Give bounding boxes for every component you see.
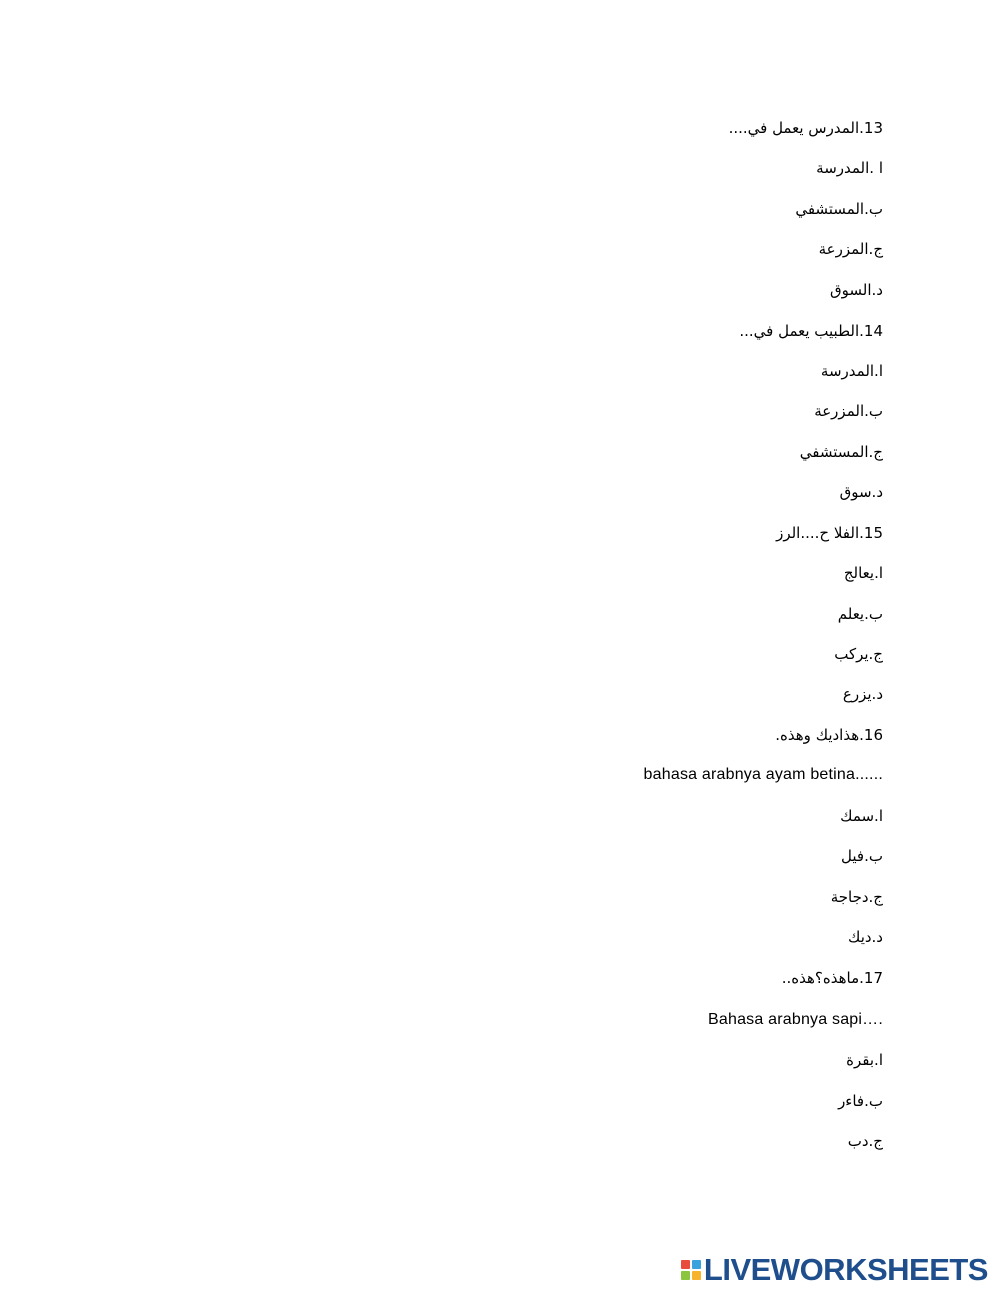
q17-option-c: ج.دب [847, 1132, 883, 1150]
liveworksheets-footer[interactable] [681, 1253, 988, 1287]
logo-square-yellow [692, 1271, 701, 1280]
q16-option-c: ج.دجاجة [830, 888, 883, 906]
q15-option-d: د.يزرع [842, 685, 883, 703]
q13-option-d: د.السوق [830, 281, 883, 299]
q16-option-b: ب.فيل [841, 847, 883, 865]
liveworksheets-brand: LIVEWORKSHEETS [703, 1252, 988, 1287]
logo-square-green [681, 1271, 690, 1280]
q13-option-c: ج.المزرعة [818, 240, 883, 258]
q17-option-b: ب.فاءر [838, 1092, 883, 1110]
question-17-prompt: Bahasa arabnya sapi…. [708, 1011, 883, 1028]
logo-square-blue [692, 1260, 701, 1269]
q15-option-c: ج.يركب [834, 645, 883, 663]
q16-option-d: د.ديك [848, 928, 883, 946]
q14-option-a: ا.المدرسة [820, 362, 883, 380]
q14-option-b: ب.المزرعة [814, 402, 883, 420]
q15-option-b: ب.يعلم [837, 605, 883, 623]
question-13: 13.المدرس يعمل في.... [728, 119, 883, 137]
question-15: 15.الفلا ح....الرز [776, 524, 883, 542]
q14-option-d: د.سوق [839, 483, 883, 501]
q17-option-a: ا.بقرة [846, 1051, 883, 1069]
q13-option-b: ب.المستشفي [795, 200, 883, 218]
question-16: 16.هذاديك وهذه. [775, 726, 883, 744]
q13-option-a: ا .المدرسة [816, 159, 883, 177]
q16-option-a: ا.سمك [840, 807, 883, 825]
logo-square-red [681, 1260, 690, 1269]
question-17: 17.ماهذه؟هذه.. [781, 969, 883, 987]
q14-option-c: ج.المستشفي [799, 443, 883, 461]
q15-option-a: ا.يعالج [843, 564, 883, 582]
question-16-prompt: bahasa arabnya ayam betina...... [643, 766, 883, 783]
liveworksheets-logo-icon [681, 1260, 701, 1280]
question-14: 14.الطبيب يعمل في... [739, 322, 883, 340]
